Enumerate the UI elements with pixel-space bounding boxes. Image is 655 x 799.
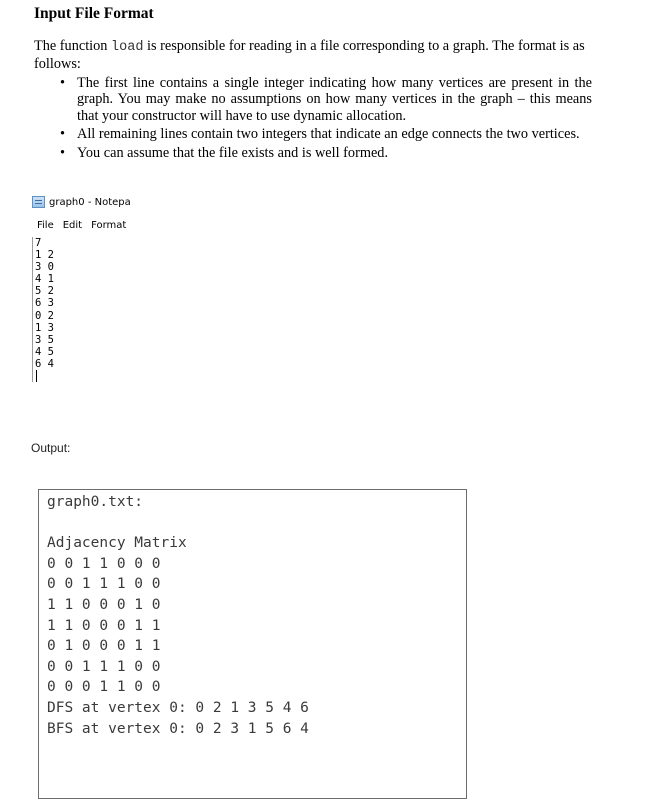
bullet-item xyxy=(60,144,614,162)
matrix-row: 0 0 1 1 0 0 0 xyxy=(47,555,161,572)
bullet-item xyxy=(60,126,614,143)
file-line: 3 0 xyxy=(35,261,54,274)
file-line: 5 2 xyxy=(35,285,54,298)
notepad-window xyxy=(28,192,148,382)
matrix-row: 0 0 1 1 1 0 0 xyxy=(47,576,161,593)
notepad-icon xyxy=(32,196,45,208)
inline-code-load: load xyxy=(111,39,144,55)
intro-text-start: The function xyxy=(34,37,112,54)
intro-text-end: is responsible for reading in a file corresponding to a graph. The format is as follows: xyxy=(34,37,585,72)
matrix-row: 1 1 0 0 0 1 0 xyxy=(47,596,161,613)
file-line: 6 3 xyxy=(35,297,54,310)
menu-file[interactable]: File xyxy=(37,219,54,231)
bullet-text: The first line contains a single integer indicating how many vertices are present in the graph. You may make no assumptions on how many vertices in the graph – this means that your constructor will have to use dynamic allocation. xyxy=(77,74,592,124)
notepad-text-area[interactable] xyxy=(32,237,148,382)
bullet-marker: • xyxy=(60,74,66,91)
bullet-item xyxy=(60,74,614,125)
dfs-result: DFS at vertex 0: 0 2 1 3 5 4 6 xyxy=(47,699,309,716)
menu-format[interactable]: Format xyxy=(91,219,127,231)
file-line: 1 2 xyxy=(35,249,54,262)
file-line: 6 4 xyxy=(35,357,54,370)
output-filename: graph0.txt: xyxy=(47,494,144,510)
intro-paragraph xyxy=(34,38,614,73)
output-label: Output: xyxy=(31,441,71,455)
section-heading: Input File Format xyxy=(34,5,154,22)
file-line: 0 2 xyxy=(35,309,54,322)
matrix-row: 0 1 0 0 0 1 1 xyxy=(47,638,161,655)
notepad-title-bar xyxy=(32,192,148,212)
notepad-title: graph0 - Notepa xyxy=(49,196,131,208)
bullet-marker: • xyxy=(60,144,66,161)
bfs-result: BFS at vertex 0: 0 2 3 1 5 6 4 xyxy=(47,720,309,737)
matrix-row: 1 1 0 0 0 1 1 xyxy=(47,617,161,634)
file-line: 4 5 xyxy=(35,345,54,358)
notepad-menu-bar xyxy=(28,216,148,234)
file-line: 7 xyxy=(35,237,42,249)
matrix-title: Adjacency Matrix xyxy=(47,535,187,552)
blank-line xyxy=(47,513,466,534)
bullet-marker: • xyxy=(60,126,66,142)
file-line: 3 5 xyxy=(35,333,54,346)
file-line: 1 3 xyxy=(35,321,54,334)
matrix-row: 0 0 0 1 1 0 0 xyxy=(47,679,161,696)
matrix-row: 0 0 1 1 1 0 0 xyxy=(47,658,161,675)
file-line: 4 1 xyxy=(35,273,54,286)
menu-edit[interactable]: Edit xyxy=(62,219,83,231)
format-bullet-list xyxy=(34,75,614,162)
bullet-text: All remaining lines contain two integers that indicate an edge connects the two vertices. xyxy=(77,126,580,142)
document-body xyxy=(34,6,614,163)
bullet-text: You can assume that the file exists and is well formed. xyxy=(77,144,389,161)
output-console xyxy=(38,489,467,799)
text-caret xyxy=(36,370,37,382)
